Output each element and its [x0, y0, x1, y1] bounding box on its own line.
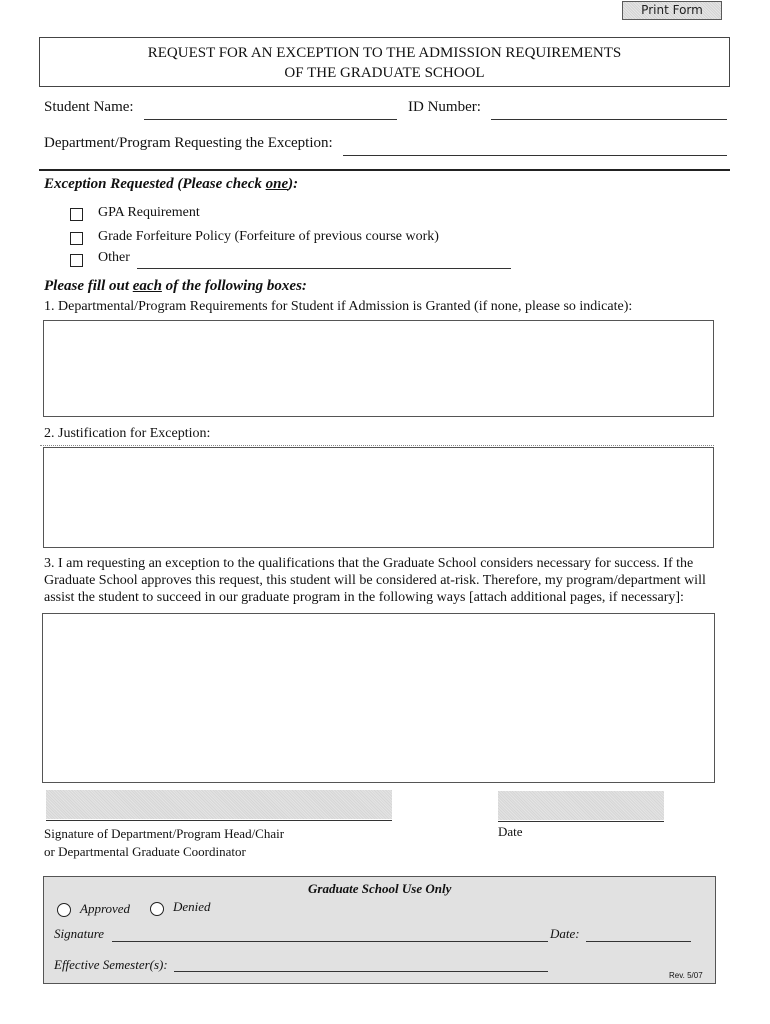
- signature-label: [44, 825, 284, 861]
- denied-label: Denied: [173, 899, 211, 914]
- q2-textarea[interactable]: [43, 447, 714, 548]
- exception-heading: Exception Requested (Please check one):: [44, 176, 299, 192]
- approved-radio[interactable]: [57, 903, 71, 917]
- q3-textarea[interactable]: [42, 613, 715, 783]
- q2-label: 2. Justification for Exception:: [44, 426, 211, 441]
- q3-line3: assist the student to succeed in our graduate program in the following ways [attach additional pages, if necessary]:: [44, 590, 684, 605]
- signature-label-line1: Signature of Department/Program Head/Chair: [44, 826, 285, 841]
- approved-label: Approved: [80, 901, 131, 916]
- id-number-label: ID Number:: [408, 99, 481, 115]
- other-label: Other: [98, 250, 130, 265]
- date-line: [498, 821, 664, 822]
- denied-radio[interactable]: [150, 902, 164, 916]
- section-divider: [39, 169, 730, 171]
- department-field[interactable]: [343, 155, 727, 156]
- q2-dotted-separator: [40, 445, 714, 446]
- gs-date-label: Date:: [550, 926, 580, 941]
- id-number-field[interactable]: [491, 119, 727, 120]
- q3-line1: 3. I am requesting an exception to the qualifications that the Graduate School considers necessary for success. If the: [44, 556, 694, 571]
- graduate-school-panel: [43, 876, 716, 984]
- print-form-button[interactable]: Print Form: [622, 1, 722, 20]
- effective-semester-field[interactable]: [174, 971, 548, 972]
- form-title-line2: OF THE GRADUATE SCHOOL: [284, 65, 485, 81]
- gs-signature-label: Signature: [54, 926, 105, 941]
- student-name-label: Student Name:: [44, 99, 134, 115]
- department-signature-line: [46, 820, 392, 821]
- effective-semester-label: Effective Semester(s):: [54, 957, 168, 972]
- gpa-requirement-checkbox[interactable]: [70, 208, 83, 221]
- date-label: Date: [498, 824, 523, 839]
- date-field[interactable]: [498, 791, 664, 820]
- q1-label: 1. Departmental/Program Requirements for Student if Admission is Granted (if none, please so indicate):: [44, 299, 633, 314]
- signature-label-line2: or Departmental Graduate Coordinator: [44, 844, 246, 859]
- q3-paragraph: [44, 555, 724, 606]
- graduate-school-title: Graduate School Use Only: [308, 881, 452, 896]
- other-field[interactable]: [137, 268, 511, 269]
- other-checkbox[interactable]: [70, 254, 83, 267]
- gs-date-field[interactable]: [586, 941, 691, 942]
- grade-forfeiture-label: Grade Forfeiture Policy (Forfeiture of previous course work): [98, 229, 439, 244]
- department-signature-field[interactable]: [46, 790, 392, 819]
- department-label: Department/Program Requesting the Exception:: [44, 135, 333, 151]
- form-title-line1: REQUEST FOR AN EXCEPTION TO THE ADMISSION REQUIREMENTS: [147, 45, 622, 61]
- q3-line2: Graduate School approves this request, this student will be considered at-risk. Therefore, my program/department will: [44, 573, 706, 588]
- q1-textarea[interactable]: [43, 320, 714, 417]
- form-title-box: [39, 37, 730, 87]
- student-name-field[interactable]: [144, 119, 397, 120]
- revision-label: Rev. 5/07: [669, 971, 703, 980]
- gs-signature-field[interactable]: [112, 941, 548, 942]
- gpa-requirement-label: GPA Requirement: [98, 205, 200, 220]
- grade-forfeiture-checkbox[interactable]: [70, 232, 83, 245]
- boxes-heading: Please fill out each of the following boxes:: [44, 278, 307, 294]
